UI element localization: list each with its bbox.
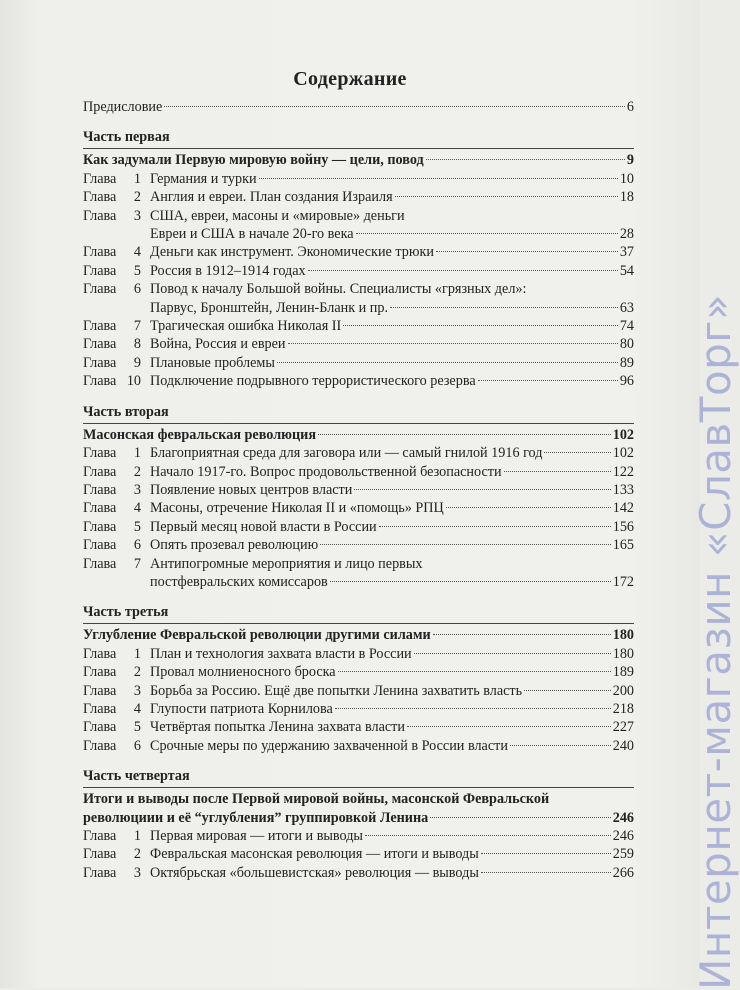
chapter-label: Глава xyxy=(83,737,117,754)
chapter-number: 5 xyxy=(133,719,141,736)
entry-title-line: Война, Россия и евреи xyxy=(150,336,286,353)
dot-leader xyxy=(379,526,611,527)
dot-leader xyxy=(430,817,610,818)
page-number: 9 xyxy=(626,152,634,169)
chapter-entry xyxy=(83,317,634,335)
chapter-entry xyxy=(83,682,634,700)
chapter-label: Глава xyxy=(83,518,117,535)
section-title xyxy=(83,426,634,444)
chapter-entry xyxy=(83,354,634,372)
dot-leader xyxy=(510,745,611,746)
chapter-number: 3 xyxy=(133,481,141,498)
chapter-entry xyxy=(83,335,634,353)
chapter-entry xyxy=(83,499,634,517)
chapter-label: Глава xyxy=(83,846,117,863)
part-heading: Часть вторая xyxy=(83,403,634,424)
dot-leader xyxy=(390,307,618,308)
chapter-label: Глава xyxy=(83,463,117,480)
page-number: 180 xyxy=(612,627,634,644)
page-number: 246 xyxy=(612,828,634,844)
dot-leader xyxy=(354,489,610,490)
chapter-number: 2 xyxy=(133,189,141,206)
dot-leader xyxy=(544,452,610,453)
parts-container xyxy=(83,128,634,882)
dot-leader xyxy=(426,159,625,160)
preface-title: Предисловие xyxy=(83,99,163,115)
dot-leader xyxy=(320,544,611,545)
part-heading: Часть третья xyxy=(83,603,634,624)
chapter-entry xyxy=(83,555,634,573)
page-number: 6 xyxy=(626,99,634,115)
entry-title-line: Углубление Февральской революции другими силами xyxy=(83,627,431,644)
entry-title-line: Англия и евреи. План создания Израиля xyxy=(150,189,393,206)
dot-leader xyxy=(164,106,625,107)
entry-title-line: Появление новых центров власти xyxy=(150,481,353,498)
page-number: 37 xyxy=(619,244,634,261)
chapter-entry xyxy=(83,518,634,536)
chapter-number: 8 xyxy=(133,336,141,353)
entry-title-line: Благоприятная среда для заговора или — самый гнилой 1916 год xyxy=(150,445,543,462)
entry-last-line xyxy=(83,299,634,317)
entry-title-line: Опять прозевал революцию xyxy=(150,537,319,554)
page-number: 165 xyxy=(612,537,634,554)
entry-title-line: Антипогромные мероприятия и лицо первых xyxy=(150,555,423,572)
chapter-label: Глава xyxy=(83,373,117,390)
entry-title-line: План и технология захвата власти в России xyxy=(150,645,412,662)
page-number: 63 xyxy=(619,299,634,316)
chapter-number: 4 xyxy=(133,500,141,517)
chapter-label: Глава xyxy=(83,281,117,298)
entry-title-line: Повод к началу Большой войны. Специалисты «грязных дел»: xyxy=(150,281,527,298)
dot-leader xyxy=(407,726,611,727)
page-title: Содержание xyxy=(293,68,407,90)
page-number: 28 xyxy=(619,226,634,243)
toc-part xyxy=(83,128,634,390)
entry-title-line: Февральская масонская революция — итоги и выводы xyxy=(150,846,479,863)
part-heading: Часть первая xyxy=(83,128,634,149)
chapter-number: 3 xyxy=(133,207,141,224)
chapter-number: 6 xyxy=(133,737,141,754)
chapter-entry xyxy=(83,170,634,188)
chapter-label: Глава xyxy=(83,645,117,662)
chapter-entry xyxy=(83,536,634,554)
page-number: 180 xyxy=(612,645,634,662)
chapter-number: 7 xyxy=(133,555,141,572)
dot-leader xyxy=(524,690,611,691)
section-title xyxy=(83,626,634,644)
dot-leader xyxy=(335,708,611,709)
page-number: 172 xyxy=(612,573,634,590)
chapter-label: Глава xyxy=(83,170,117,187)
chapter-label: Глава xyxy=(83,262,117,279)
chapter-entry xyxy=(83,444,634,462)
chapter-label: Глава xyxy=(83,682,117,699)
toc-part xyxy=(83,603,634,755)
chapter-number: 2 xyxy=(133,846,141,863)
entry-title-line: Первая мировая — итоги и выводы xyxy=(150,828,363,844)
chapter-entry xyxy=(83,827,634,845)
chapter-label: Глава xyxy=(83,189,117,206)
chapter-label: Глава xyxy=(83,700,117,717)
chapter-label: Глава xyxy=(83,664,117,681)
chapter-label: Глава xyxy=(83,555,117,572)
dot-leader xyxy=(478,380,618,381)
page-number: 54 xyxy=(619,262,634,279)
dot-leader xyxy=(433,634,611,635)
chapter-entry xyxy=(83,188,634,206)
entry-title-line: Первый месяц новой власти в России xyxy=(150,518,377,535)
page-number: 240 xyxy=(612,737,634,754)
dot-leader xyxy=(288,343,618,344)
chapter-number: 2 xyxy=(133,463,141,480)
chapter-entry xyxy=(83,372,634,390)
page-number: 102 xyxy=(612,445,634,462)
chapter-entry xyxy=(83,864,634,882)
entry-title-line: Итоги и выводы после Первой мировой войны, масонской Февральской xyxy=(83,791,550,808)
entry-title-line: Как задумали Первую мировую войну — цели, повод xyxy=(83,152,424,169)
toc-preface xyxy=(83,98,634,116)
entry-title-line: Подключение подрывного террористического резерва xyxy=(150,373,476,390)
chapter-number: 2 xyxy=(133,664,141,681)
dot-leader xyxy=(436,251,618,252)
chapter-entry xyxy=(83,737,634,755)
chapter-number: 4 xyxy=(133,700,141,717)
dot-leader xyxy=(356,233,618,234)
dot-leader xyxy=(277,362,618,363)
page-number: 200 xyxy=(612,682,634,699)
page-number: 74 xyxy=(619,318,634,335)
chapter-label: Глава xyxy=(83,500,117,517)
chapter-number: 5 xyxy=(133,262,141,279)
part-heading: Часть четвертая xyxy=(83,767,634,788)
page-number: 133 xyxy=(612,481,634,498)
page-number: 266 xyxy=(612,864,634,881)
page-number: 142 xyxy=(612,500,634,517)
dot-leader xyxy=(504,471,611,472)
chapter-entry xyxy=(83,280,634,298)
entry-title-line: Борьба за Россию. Ещё две попытки Ленина захватить власть xyxy=(150,682,523,699)
page-number: 246 xyxy=(612,809,634,826)
chapter-entry xyxy=(83,845,634,863)
chapter-number: 1 xyxy=(133,645,141,662)
dot-leader xyxy=(481,872,611,873)
entry-title-line: Россия в 1912–1914 годах xyxy=(150,262,306,279)
chapter-label: Глава xyxy=(83,537,117,554)
chapter-entry xyxy=(83,481,634,499)
chapter-label: Глава xyxy=(83,864,117,881)
entry-last-line xyxy=(83,225,634,243)
entry-title-line: Парвус, Бронштейн, Ленин-Бланк и пр. xyxy=(150,299,389,316)
chapter-number: 1 xyxy=(133,828,141,844)
page-number: 96 xyxy=(619,373,634,390)
dot-leader xyxy=(318,434,611,435)
page-number: 10 xyxy=(619,170,634,187)
entry-title-line: Провал молниеносного броска xyxy=(150,664,336,681)
page-number: 102 xyxy=(612,426,634,443)
page-number: 89 xyxy=(619,354,634,371)
dot-leader xyxy=(259,178,618,179)
entry-title-line: Деньги как инструмент. Экономические трюки xyxy=(150,244,434,261)
page-number: 18 xyxy=(619,189,634,206)
page-number: 218 xyxy=(612,700,634,717)
chapter-number: 4 xyxy=(133,244,141,261)
chapter-number: 6 xyxy=(133,281,141,298)
toc-part xyxy=(83,767,634,882)
chapter-entry xyxy=(83,700,634,718)
chapter-number: 1 xyxy=(133,170,141,187)
entry-title-line: Масоны, отречение Николая II и «помощь» РПЦ xyxy=(150,500,444,517)
toc-part xyxy=(83,403,634,592)
entry-last-line xyxy=(83,573,634,591)
watermark-text: Интернет-магазин «СлавТорг» xyxy=(691,293,740,990)
chapter-number: 9 xyxy=(133,354,141,371)
dot-leader xyxy=(343,325,618,326)
page-number: 122 xyxy=(612,463,634,480)
entry-title-line: США, евреи, масоны и «мировые» деньги xyxy=(150,207,405,224)
chapter-label: Глава xyxy=(83,719,117,736)
chapter-label: Глава xyxy=(83,336,117,353)
chapter-number: 3 xyxy=(133,682,141,699)
chapter-entry xyxy=(83,663,634,681)
chapter-number: 3 xyxy=(133,864,141,881)
section-title xyxy=(83,790,634,808)
chapter-entry xyxy=(83,463,634,481)
chapter-entry xyxy=(83,207,634,225)
entry-title-line: Октябрьская «большевистская» революция — выводы xyxy=(150,864,479,881)
entry-title-line: Начало 1917-го. Вопрос продовольственной безопасности xyxy=(150,463,502,480)
page-number: 259 xyxy=(612,846,634,863)
entry-last-line xyxy=(83,809,634,827)
chapter-label: Глава xyxy=(83,481,117,498)
dot-leader xyxy=(481,853,611,854)
page-number: 189 xyxy=(612,664,634,681)
dot-leader xyxy=(308,270,618,271)
entry-title-line: Четвёртая попытка Ленина захвата власти xyxy=(150,719,405,736)
chapter-number: 6 xyxy=(133,537,141,554)
chapter-label: Глава xyxy=(83,207,117,224)
entry-title-line: революциии и её “углубления” группировкой Ленина xyxy=(83,809,429,826)
chapter-label: Глава xyxy=(83,244,117,261)
section-title xyxy=(83,151,634,169)
chapter-entry xyxy=(83,243,634,261)
chapter-label: Глава xyxy=(83,445,117,462)
entry-title-line: Масонская февральская революция xyxy=(83,426,317,443)
dot-leader xyxy=(395,196,618,197)
table-of-contents xyxy=(83,98,634,882)
entry-title-line: Плановые проблемы xyxy=(150,354,275,371)
entry-title-line: Евреи и США в начале 20-го века xyxy=(150,226,354,243)
entry-title-line: Германия и турки xyxy=(150,170,257,187)
chapter-label: Глава xyxy=(83,828,117,844)
dot-leader xyxy=(338,671,611,672)
chapter-entry xyxy=(83,262,634,280)
entry-title-line: Трагическая ошибка Николая II xyxy=(150,318,342,335)
dot-leader xyxy=(446,507,611,508)
dot-leader xyxy=(330,581,611,582)
entry-title-line: Глупости патриота Корнилова xyxy=(150,700,333,717)
chapter-label: Глава xyxy=(83,318,117,335)
page-number: 156 xyxy=(612,518,634,535)
dot-leader xyxy=(365,835,611,836)
dot-leader xyxy=(414,653,611,654)
chapter-label: Глава xyxy=(83,354,117,371)
page-number: 227 xyxy=(612,719,634,736)
chapter-entry xyxy=(83,645,634,663)
chapter-number: 5 xyxy=(133,518,141,535)
entry-title-line: Срочные меры по удержанию захваченной в России власти xyxy=(150,737,508,754)
chapter-number: 1 xyxy=(133,445,141,462)
page-number: 80 xyxy=(619,336,634,353)
chapter-number: 10 xyxy=(126,373,141,390)
entry-title-line: постфевральских комиссаров xyxy=(150,573,328,590)
chapter-entry xyxy=(83,718,634,736)
chapter-number: 7 xyxy=(133,318,141,335)
